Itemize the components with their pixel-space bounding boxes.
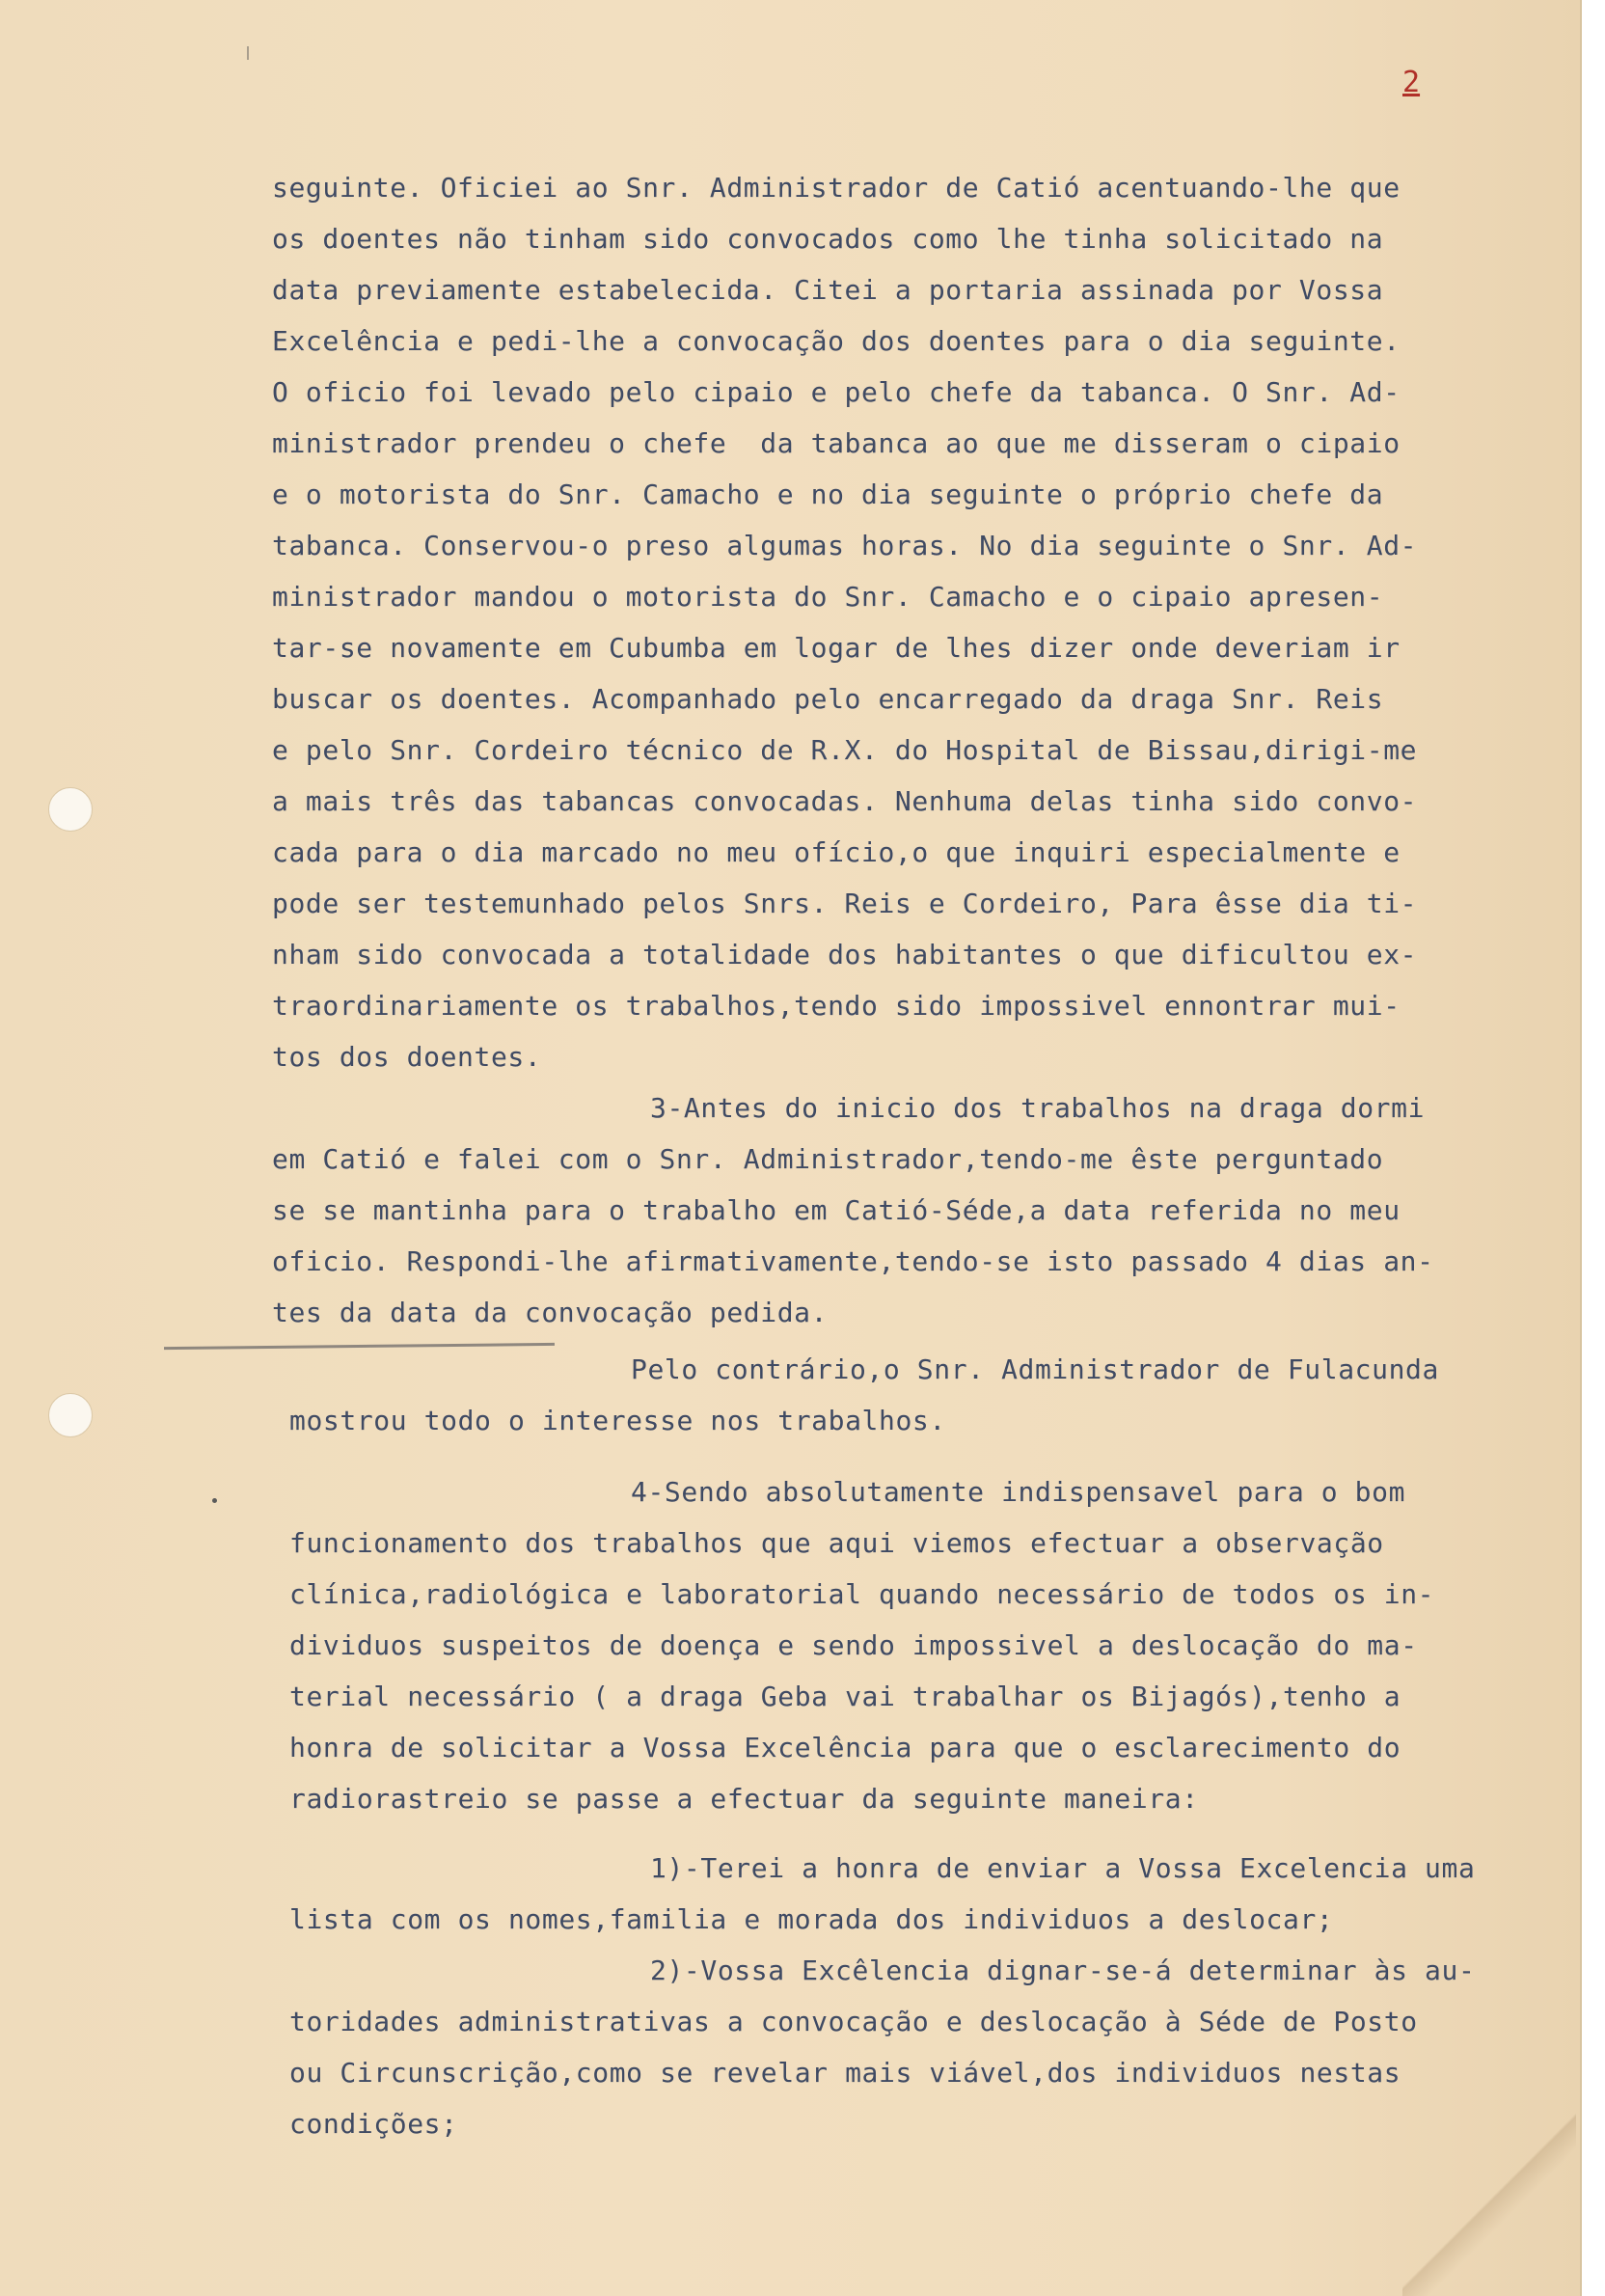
punch-hole [48, 787, 93, 832]
paragraph-start: Pelo contrário,o Snr. Administrador de Fulacunda [631, 1353, 1439, 1385]
text-line: e pelo Snr. Cordeiro técnico de R.X. do Hospital de Bissau,dirigi-me [272, 734, 1418, 766]
text-line: ministrador prendeu o chefe da tabanca ao que me disseram o cipaio [272, 427, 1401, 459]
text-line: O oficio foi levado pelo cipaio e pelo chefe da tabanca. O Snr. Ad- [272, 376, 1401, 408]
text-line: tes da data da convocação pedida. [272, 1297, 829, 1328]
text-line: radiorastreio se passe a efectuar da seguinte maneira: [289, 1783, 1199, 1815]
list-item: 2)-Vossa Excêlencia dignar-se-á determinar às au- [650, 1954, 1476, 1986]
text-line: honra de solicitar a Vossa Excelência para que o esclarecimento do [289, 1732, 1401, 1763]
text-line: os doentes não tinham sido convocados como lhe tinha solicitado na [272, 223, 1384, 255]
text-line: condições; [289, 2108, 458, 2140]
text-line: dividuos suspeitos de doença e sendo impossivel a deslocação do ma- [289, 1629, 1418, 1661]
text-line: terial necessário ( a draga Geba vai trabalhar os Bijagós),tenho a [289, 1681, 1401, 1712]
text-line: pode ser testemunhado pelos Snrs. Reis e Cordeiro, Para êsse dia ti- [272, 888, 1418, 919]
ink-dot [212, 1498, 217, 1503]
text-line: tabanca. Conservou-o preso algumas horas. No dia seguinte o Snr. Ad- [272, 530, 1418, 561]
text-line: em Catió e falei com o Snr. Administrador,tendo-me êste perguntado [272, 1143, 1384, 1175]
text-line: e o motorista do Snr. Camacho e no dia seguinte o próprio chefe da [272, 478, 1384, 510]
page-edge [1580, 0, 1605, 2296]
text-line: Excelência e pedi-lhe a convocação dos doentes para o dia seguinte. [272, 325, 1401, 357]
text-line: buscar os doentes. Acompanhado pelo encarregado da draga Snr. Reis [272, 683, 1384, 715]
text-line: traordinariamente os trabalhos,tendo sido impossivel ennontrar mui- [272, 990, 1401, 1022]
text-line: tos dos doentes. [272, 1041, 542, 1073]
text-line: ministrador mandou o motorista do Snr. Camacho e o cipaio apresen- [272, 581, 1384, 613]
text-line: ou Circunscrição,como se revelar mais viável,dos individuos nestas [289, 2057, 1401, 2089]
corner-crease [1402, 2103, 1576, 2296]
text-line: a mais três das tabancas convocadas. Nenhuma delas tinha sido convo- [272, 785, 1418, 817]
text-line: oficio. Respondi-lhe afirmativamente,tendo-se isto passado 4 dias an- [272, 1245, 1434, 1277]
punch-hole [48, 1393, 93, 1437]
text-line: nham sido convocada a totalidade dos habitantes o que dificultou ex- [272, 939, 1418, 970]
text-line: toridades administrativas a convocação e deslocação à Séde de Posto [289, 2006, 1418, 2037]
margin-mark [247, 46, 249, 60]
text-line: seguinte. Oficiei ao Snr. Administrador de Catió acentuando-lhe que [272, 172, 1401, 204]
text-line: se se mantinha para o trabalho em Catió-Séde,a data referida no meu [272, 1194, 1401, 1226]
paragraph-start: 3-Antes do inicio dos trabalhos na draga dormi [650, 1092, 1426, 1124]
text-line: mostrou todo o interesse nos trabalhos. [289, 1405, 946, 1436]
text-line: data previamente estabelecida. Citei a portaria assinada por Vossa [272, 274, 1384, 306]
paragraph-start: 4-Sendo absolutamente indispensavel para o bom [631, 1476, 1406, 1508]
text-line: lista com os nomes,familia e morada dos individuos a deslocar; [289, 1903, 1334, 1935]
page-number: 2 [1402, 66, 1421, 99]
text-line: funcionamento dos trabalhos que aqui viemos efectuar a observação [289, 1527, 1384, 1559]
text-line: cada para o dia marcado no meu ofício,o que inquiri especialmente e [272, 836, 1401, 868]
text-line: tar-se novamente em Cubumba em logar de lhes dizer onde deveriam ir [272, 632, 1401, 664]
text-line: clínica,radiológica e laboratorial quando necessário de todos os in- [289, 1578, 1435, 1610]
list-item: 1)-Terei a honra de enviar a Vossa Excelencia uma [650, 1852, 1476, 1884]
